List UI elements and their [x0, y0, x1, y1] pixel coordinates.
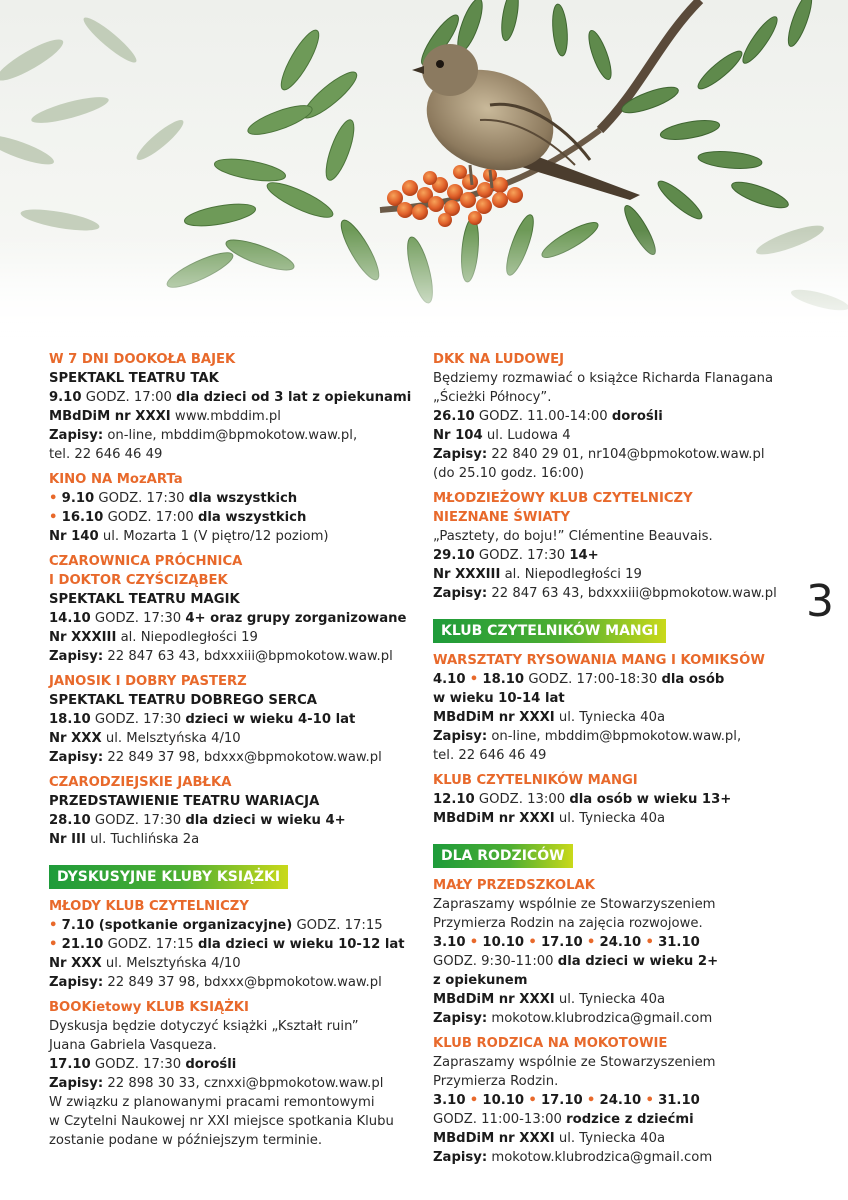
event-title: W 7 DNI DOOKOŁA BAJEK — [49, 352, 236, 367]
event-description: „Pasztety, do boju!” Clémentine Beauvais. — [433, 529, 713, 544]
event-title: CZAROWNICA PRÓCHNICA — [49, 554, 243, 569]
event-date: • 16.10 GODZ. 17:00 dla wszystkich — [49, 510, 307, 525]
event-jablka — [49, 773, 419, 849]
event-venue: Nr 140 ul. Mozarta 1 (V piętro/12 poziom) — [49, 529, 329, 544]
section-banner-book-clubs: DYSKUSYJNE KLUBY KSIĄŻKI — [49, 865, 288, 889]
event-description: „Ścieżki Północy”. — [433, 390, 552, 405]
event-date: 18.10 GODZ. 17:30 dzieci w wieku 4-10 lat — [49, 712, 356, 727]
page-number: 3 — [806, 576, 834, 627]
event-date: 12.10 GODZ. 13:00 dla osób w wieku 13+ — [433, 792, 732, 807]
event-title: BOOKietowy KLUB KSIĄŻKI — [49, 1000, 249, 1015]
event-description: Przymierza Rodzin na zajęcia rozwojowe. — [433, 916, 703, 931]
event-title: DKK NA LUDOWEJ — [433, 352, 565, 367]
event-date: 28.10 GODZ. 17:30 dla dzieci w wieku 4+ — [49, 813, 346, 828]
event-signup: Zapisy: mokotow.klubrodzica@gmail.com — [433, 1011, 713, 1026]
section-banner-manga: KLUB CZYTELNIKÓW MANGI — [433, 619, 666, 643]
event-note: w Czytelni Naukowej nr XXI miejsce spotkania Klubu — [49, 1114, 394, 1129]
event-time: GODZ. 9:30-11:00 dla dzieci w wieku 2+ — [433, 954, 719, 969]
event-title: MŁODZIEŻOWY KLUB CZYTELNICZY — [433, 491, 693, 506]
event-title: WARSZTATY RYSOWANIA MANG I KOMIKSÓW — [433, 653, 765, 668]
event-date: • 9.10 GODZ. 17:30 dla wszystkich — [49, 491, 298, 506]
event-title: MŁODY KLUB CZYTELNICZY — [49, 899, 249, 914]
event-warsztaty-mangi — [433, 651, 803, 765]
event-nieznane-swiaty — [433, 489, 803, 603]
event-venue: MBdDiM nr XXXI ul. Tyniecka 40a — [433, 1131, 666, 1146]
event-signup: Zapisy: 22 847 63 43, bdxxxiii@bpmokotow.waw.pl — [433, 586, 777, 601]
event-venue: MBdDiM nr XXXI ul. Tyniecka 40a — [433, 992, 666, 1007]
event-subtitle: SPEKTAKL TEATRU DOBREGO SERCA — [49, 693, 317, 708]
event-phone: tel. 22 646 46 49 — [49, 447, 163, 462]
right-column — [433, 350, 803, 1173]
event-w7dni — [49, 350, 419, 464]
bird-on-rowan-photo — [0, 0, 848, 345]
event-dates: 3.10 • 10.10 • 17.10 • 24.10 • 31.10 — [433, 935, 700, 950]
event-title: JANOSIK I DOBRY PASTERZ — [49, 674, 247, 689]
event-signup: Zapisy: 22 849 37 98, bdxxx@bpmokotow.waw.pl — [49, 975, 382, 990]
event-date: 9.10 GODZ. 17:00 dla dzieci od 3 lat z opiekunami — [49, 390, 412, 405]
event-venue: Nr III ul. Tuchlińska 2a — [49, 832, 200, 847]
event-title: I DOKTOR CZYŚCIZĄBEK — [49, 573, 228, 588]
event-title: CZARODZIEJSKIE JABŁKA — [49, 775, 232, 790]
event-date: • 7.10 (spotkanie organizacyjne) GODZ. 17:15 — [49, 918, 383, 933]
event-dkk-ludowa — [433, 350, 803, 483]
event-date: 14.10 GODZ. 17:30 4+ oraz grupy zorganizowane — [49, 611, 407, 626]
event-subtitle: SPEKTAKL TEATRU MAGIK — [49, 592, 240, 607]
event-audience: z opiekunem — [433, 973, 528, 988]
event-kino — [49, 470, 419, 546]
event-time: GODZ. 11:00-13:00 rodzice z dziećmi — [433, 1112, 694, 1127]
event-date: 26.10 GODZ. 11.00-14:00 dorośli — [433, 409, 663, 424]
event-venue: Nr XXX ul. Melsztyńska 4/10 — [49, 956, 241, 971]
event-description: Przymierza Rodzin. — [433, 1074, 559, 1089]
event-description: Zapraszamy wspólnie ze Stowarzyszeniem — [433, 897, 716, 912]
event-note: zostanie podane w późniejszym terminie. — [49, 1133, 323, 1148]
event-audience: w wieku 10-14 lat — [433, 691, 565, 706]
event-date: 4.10 • 18.10 GODZ. 17:00-18:30 dla osób — [433, 672, 725, 687]
event-description: Dyskusja będzie dotyczyć książki „Kształt ruin” — [49, 1019, 359, 1034]
event-note: (do 25.10 godz. 16:00) — [433, 466, 584, 481]
event-date: • 21.10 GODZ. 17:15 dla dzieci w wieku 10-12 lat — [49, 937, 405, 952]
event-czarownica — [49, 552, 419, 666]
event-description: Będziemy rozmawiać o książce Richarda Flanagana — [433, 371, 774, 386]
event-signup: Zapisy: 22 898 30 33, cznxxi@bpmokotow.waw.pl — [49, 1076, 384, 1091]
event-date: 17.10 GODZ. 17:30 dorośli — [49, 1057, 237, 1072]
event-bookietowy — [49, 998, 419, 1150]
event-signup: Zapisy: on-line, mbddim@bpmokotow.waw.pl, — [433, 729, 742, 744]
event-klub-mangi — [433, 771, 803, 828]
event-maly-przedszkolak — [433, 876, 803, 1028]
event-venue: Nr XXX ul. Melsztyńska 4/10 — [49, 731, 241, 746]
section-banner-parents: DLA RODZICÓW — [433, 844, 573, 868]
event-subtitle: SPEKTAKL TEATRU TAK — [49, 371, 219, 386]
event-janosik — [49, 672, 419, 767]
event-venue: Nr XXXIII al. Niepodległości 19 — [433, 567, 642, 582]
event-phone: tel. 22 646 46 49 — [433, 748, 547, 763]
event-signup: Zapisy: 22 849 37 98, bdxxx@bpmokotow.waw.pl — [49, 750, 382, 765]
event-dates: 3.10 • 10.10 • 17.10 • 24.10 • 31.10 — [433, 1093, 700, 1108]
event-description: Zapraszamy wspólnie ze Stowarzyszeniem — [433, 1055, 716, 1070]
event-title: KLUB RODZICA NA MOKOTOWIE — [433, 1036, 668, 1051]
event-venue: MBdDiM nr XXXI www.mbddim.pl — [49, 409, 281, 424]
event-venue: Nr 104 ul. Ludowa 4 — [433, 428, 571, 443]
event-klub-rodzica — [433, 1034, 803, 1167]
event-description: Juana Gabriela Vasqueza. — [49, 1038, 217, 1053]
event-title: KINO NA MozARTa — [49, 472, 183, 487]
event-title: KLUB CZYTELNIKÓW MANGI — [433, 773, 638, 788]
event-title: MAŁY PRZEDSZKOLAK — [433, 878, 595, 893]
event-signup: Zapisy: mokotow.klubrodzica@gmail.com — [433, 1150, 713, 1165]
event-signup: Zapisy: on-line, mbddim@bpmokotow.waw.pl, — [49, 428, 358, 443]
event-date: 29.10 GODZ. 17:30 14+ — [433, 548, 599, 563]
event-signup: Zapisy: 22 840 29 01, nr104@bpmokotow.waw.pl — [433, 447, 765, 462]
event-subtitle: PRZEDSTAWIENIE TEATRU WARIACJA — [49, 794, 320, 809]
left-column — [49, 350, 419, 1156]
event-venue: Nr XXXIII al. Niepodległości 19 — [49, 630, 258, 645]
event-title: NIEZNANE ŚWIATY — [433, 510, 571, 525]
event-venue: MBdDiM nr XXXI ul. Tyniecka 40a — [433, 710, 666, 725]
event-venue: MBdDiM nr XXXI ul. Tyniecka 40a — [433, 811, 666, 826]
event-mlody-klub — [49, 897, 419, 992]
event-note: W związku z planowanymi pracami remontowymi — [49, 1095, 375, 1110]
event-signup: Zapisy: 22 847 63 43, bdxxxiii@bpmokotow.waw.pl — [49, 649, 393, 664]
